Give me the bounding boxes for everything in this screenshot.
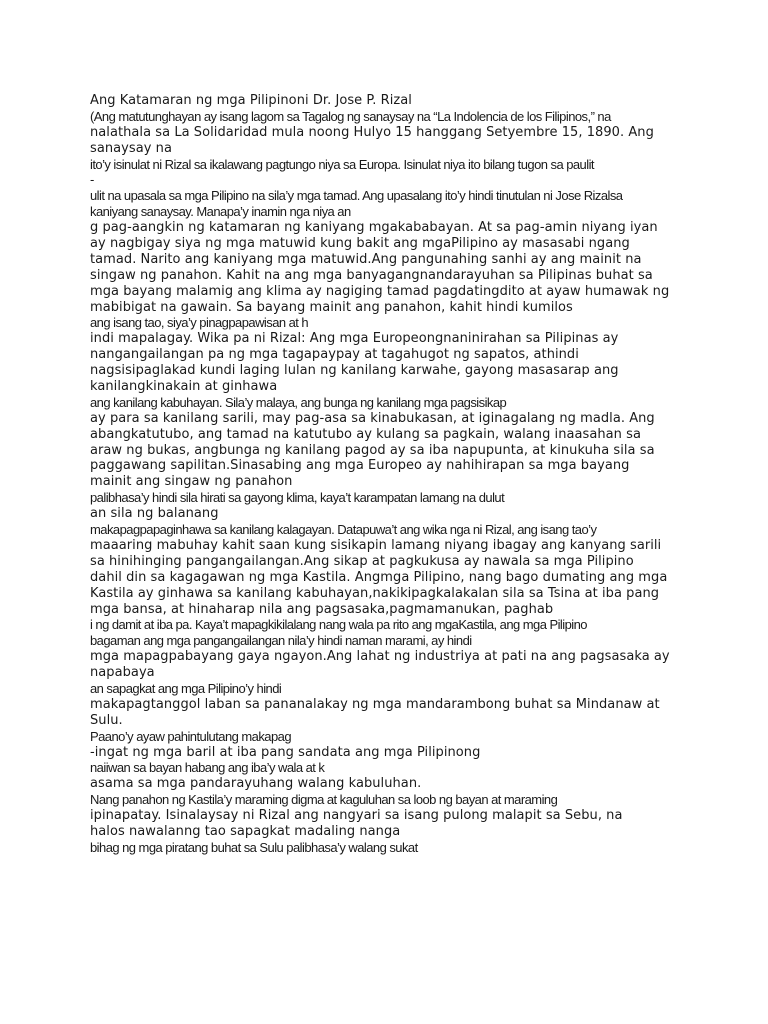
document-line: mabibigat na gawain. Sa bayang mainit ang panahon, kahit hindi kumilos	[90, 299, 573, 315]
document-line: ang isang tao, siya’y pinagpapawisan at h	[90, 315, 309, 331]
document-line: abangkatutubo, ang tamad na katutubo ay kulang sa pagkain, walang inaasahan sa	[90, 426, 641, 442]
document-line: maaaring mabuhay kahit saan kung sisikapin lamang niyang ibagay ang kanyang sarili	[90, 537, 662, 553]
document-line: tamad. Narito ang kaniyang mga matuwid.Ang pangunahing sanhi ay ang mainit na	[90, 251, 642, 267]
document-line: sanaysay na	[90, 140, 172, 156]
document-line: -	[90, 172, 94, 188]
document-line: ang kanilang kabuhayan. Sila’y malaya, ang bunga ng kanilang mga pagsisikap	[90, 394, 507, 410]
document-line: Kastila ay ginhawa sa kanilang kabuhayan,nakikipagkalakalan sila sa Tsina at iba pang	[90, 585, 660, 601]
document-line: dahil din sa kagagawan ng mga Kastila. Angmga Pilipino, nang bago dumating ang mga	[90, 569, 668, 585]
document-line: nalathala sa La Solidaridad mula noong Hulyo 15 hanggang Setyembre 15, 1890. Ang	[90, 124, 654, 140]
document-line: Nang panahon ng Kastila’y maraming digma at kaguluhan sa loob ng bayan at maraming	[90, 792, 558, 808]
document-line: indi mapalagay. Wika pa ni Rizal: Ang mga Europeongnaninirahan sa Pilipinas ay	[90, 331, 619, 347]
document-line: kanilangkinakain at ginhawa	[90, 379, 278, 395]
document-line: ulit na upasala sa mga Pilipino na sila’y mga tamad. Ang upasalang ito’y hindi tinutulan ni Jose Rizalsa	[90, 188, 623, 204]
document-line: nangangailangan pa ng mga tagapaypay at tagahugot ng sapatos, athindi	[90, 347, 579, 363]
document-line: Paano’y ayaw pahintulutang makapag	[90, 728, 292, 744]
document-line: makapagpapaginhawa sa kanilang kalagayan. Datapuwa’t ang wika nga ni Rizal, ang isang tao’y	[90, 522, 597, 538]
document-line: ipinapatay. Isinalaysay ni Rizal ang nangyari sa isang pulong malapit sa Sebu, na	[90, 808, 623, 824]
document-line: asama sa mga pandarayuhang walang kabuluhan.	[90, 776, 422, 792]
document-line: ito’y isinulat ni Rizal sa ikalawang pagtungo niya sa Europa. Isinulat niya ito bilang tugon sa paulit	[90, 156, 594, 172]
document-line: makapagtanggol laban sa pananalakay ng mga mandarambong buhat sa Mindanaw at	[90, 696, 660, 712]
document-line: sa hinihinging pangangailangan.Ang sikap at pagkukusa ay nawala sa mga Pilipino	[90, 553, 634, 569]
document-line: mga bayang malamig ang klima ay nagiging tamad pagdatingdito at ayaw humawak ng	[90, 283, 670, 299]
document-body	[90, 93, 690, 856]
document-line: naiiwan sa bayan habang ang iba’y wala at k	[90, 760, 325, 776]
document-line: mga mapagpabayang gaya ngayon.Ang lahat ng industriya at pati na ang pagsasaka ay	[90, 649, 670, 665]
document-line: paggawang sapilitan.Sinasabing ang mga Europeo ay nahihirapan sa mga bayang	[90, 458, 630, 474]
document-line: mga bansa, at hinaharap nila ang pagsasaka,pagmamanukan, paghab	[90, 601, 554, 617]
document-line: an sila ng balanang	[90, 506, 219, 522]
document-line: an sapagkat ang mga Pilipino’y hindi	[90, 680, 282, 696]
document-line: ay nagbigay siya ng mga matuwid kung bakit ang mgaPilipino ay masasabi ngang	[90, 236, 630, 252]
document-line: napabaya	[90, 665, 155, 681]
document-line: -ingat ng mga baril at iba pang sandata ang mga Pilipinong	[90, 744, 481, 760]
document-line: halos nawalanng tao sapagkat madaling nanga	[90, 823, 401, 839]
document-line: mainit ang singaw ng panahon	[90, 474, 293, 490]
document-line: g pag-aangkin ng katamaran ng kaniyang mgakababayan. At sa pag-amin niyang iyan	[90, 220, 658, 236]
document-line: kaniyang sanaysay. Manapa’y inamin nga niya an	[90, 204, 351, 220]
document-line: Sulu.	[90, 712, 123, 728]
document-line: palibhasa’y hindi sila hirati sa gayong klima, kaya’t karampatan lamang na dulut	[90, 490, 505, 506]
document-title: Ang Katamaran ng mga Pilipinoni Dr. Jose P. Rizal	[90, 93, 412, 108]
document-line: bihag ng mga piratang buhat sa Sulu palibhasa’y walang sukat	[90, 839, 418, 855]
document-line: araw ng bukas, angbunga ng kanilang pagod ay sa iba napupunta, at kinukuha sila sa	[90, 442, 655, 458]
document-line: nagsisipaglakad kundi laging lulan ng kanilang karwahe, gayong masasarap ang	[90, 363, 619, 379]
document-line: ay para sa kanilang sarili, may pag-asa sa kinabukasan, at iginagalang ng madla. Ang	[90, 410, 655, 426]
document-line: i ng damit at iba pa. Kaya’t mapagkikilalang nang wala pa rito ang mgaKastila, ang mga Pilipino	[90, 617, 587, 633]
document-line: singaw ng panahon. Kahit na ang mga banyagangnandarayuhan sa Pilipinas buhat sa	[90, 267, 653, 283]
document-line: (Ang matutunghayan ay isang lagom sa Tagalog ng sanaysay na “La Indolencia de los Filipinos,” na	[90, 108, 611, 124]
document-line: bagaman ang mga pangangailangan nila’y hindi naman marami, ay hindi	[90, 633, 472, 649]
